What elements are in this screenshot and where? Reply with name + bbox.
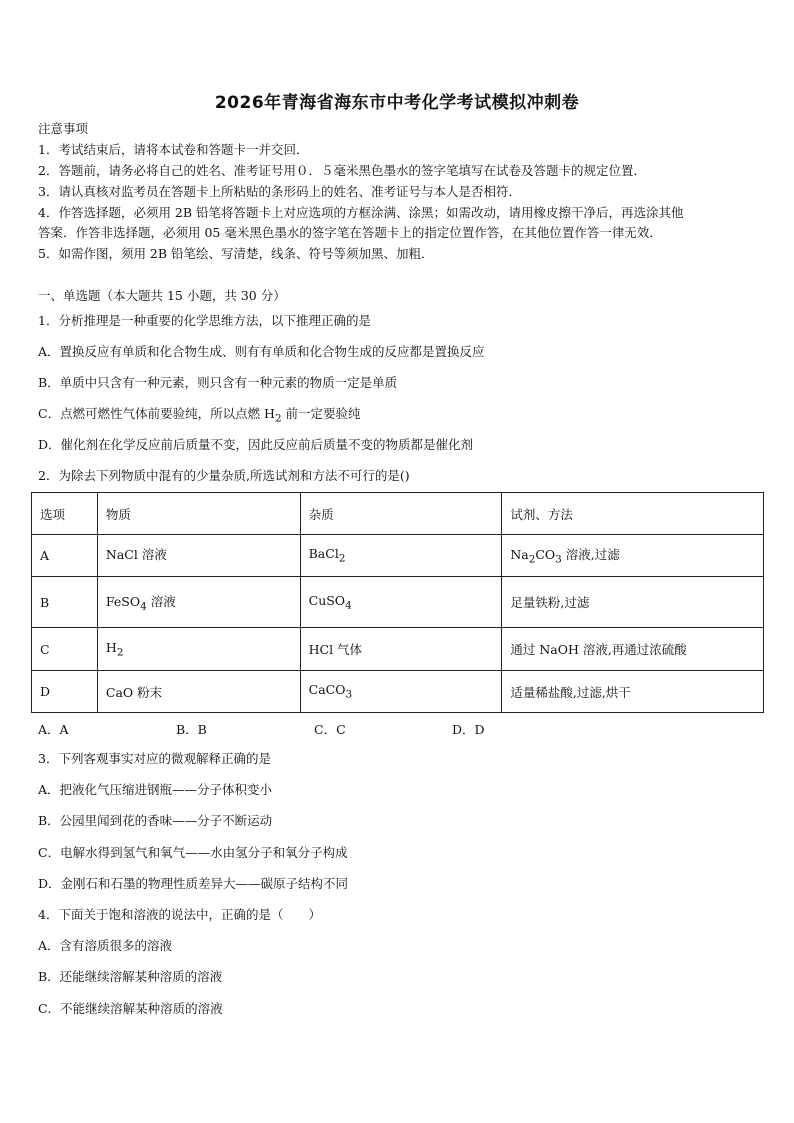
notice-item-1: 1．考试结束后，请将本试卷和答题卡一并交回． [38,142,309,157]
header-option: 选项 [32,493,98,535]
cell-reagent: 适量稀盐酸,过滤,烘干 [502,671,764,713]
notice-item-5: 5．如需作图，须用 2B 铅笔绘、写清楚，线条、符号等须加黑、加粗． [38,246,434,261]
q1-option-c-text: C．点燃可燃性气体前要验纯，所以点燃 H [38,406,275,421]
section-heading: 一、单选题（本大题共 15 小题，共 30 分） [38,288,286,303]
notice-item-4: 4．作答选择题，必须用 2B 铅笔将答题卡上对应选项的方框涂满、涂黑；如需改动，请用橡皮擦干净后，再选涂其他 [38,205,684,220]
cell-reagent: 足量铁粉,过滤 [502,577,764,628]
table-row [32,535,764,577]
q3-option-d: D．金刚石和石墨的物理性质差异大——碳原子结构不同 [38,876,349,891]
q4-option-c: C．不能继续溶解某种溶质的溶液 [38,1001,223,1016]
q1-option-b: B．单质中只含有一种元素，则只含有一种元素的物质一定是单质 [38,375,398,390]
header-substance: 物质 [97,493,300,535]
cell-substance: $H_2$ [97,628,300,671]
notice-item-2: 2．答题前，请务必将自己的姓名、准考证号用０．５毫米黑色墨水的签字笔填写在试卷及答题卡的规定位置． [38,163,646,178]
q2-stem: 2．为除去下列物质中混有的少量杂质,所选试剂和方法不可行的是() [38,468,410,483]
cell-option: B [32,577,98,628]
notice-item-3: 3．请认真核对监考员在答题卡上所粘贴的条形码上的姓名、准考证号与本人是否相符． [38,184,521,199]
q2-answer-b: B．B [176,722,207,737]
cell-impurity: BaCl$_2$ [300,535,502,577]
cell-option: D [32,671,98,713]
table-row [32,628,764,671]
notice-heading: 注意事项 [38,121,89,136]
q4-option-a: A．含有溶质很多的溶液 [38,938,173,953]
q4-option-b: B．还能继续溶解某种溶质的溶液 [38,969,223,984]
q1-option-a: A．置换反应有单质和化合物生成、则有有单质和化合物生成的反应都是置换反应 [38,344,485,359]
q3-option-a: A．把液化气压缩进钢瓶——分子体积变小 [38,782,273,797]
header-reagent: 试剂、方法 [502,493,764,535]
notice-item-4-cont: 答案．作答非选择题，必须用 05 毫米黑色墨水的签字笔在答题卡上的指定位置作答，在其他位置作答一律无效． [38,225,662,240]
header-impurity: 杂质 [300,493,502,535]
cell-substance: FeSO$_4$ 溶液 [97,577,300,628]
q1-stem: 1．分析推理是一种重要的化学思维方法，以下推理正确的是 [38,313,371,328]
cell-impurity: HCl 气体 [300,628,502,671]
cell-substance: NaCl 溶液 [97,535,300,577]
cell-impurity: CuSO$_4$ [300,577,502,628]
q2-answer-d: D．D [452,722,485,737]
table-row [32,577,764,628]
table-row [32,671,764,713]
cell-option: A [32,535,98,577]
q2-table [31,492,764,713]
cell-reagent: 通过 NaOH 溶液,再通过浓硫酸 [502,628,764,671]
q3-stem: 3．下列客观事实对应的微观解释正确的是 [38,751,271,766]
cell-substance: CaO 粉末 [97,671,300,713]
q2-answer-c: C．C [314,722,346,737]
q4-stem: 4．下面关于饱和溶液的说法中，正确的是（ ） [38,907,321,922]
q1-option-c-subscript: 2 [274,412,282,425]
q3-option-b: B．公园里闻到花的香味——分子不断运动 [38,813,273,828]
page-title: 2026年青海省海东市中考化学考试模拟冲刺卷 [214,93,580,113]
cell-reagent: $Na_2CO_3$ 溶液,过滤 [502,535,764,577]
q1-option-c-tail: 前一定要验纯 [281,406,361,421]
q1-option-c [38,406,361,427]
cell-impurity: CaCO$_3$ [300,671,502,713]
cell-option: C [32,628,98,671]
q2-answer-a: A．A [38,722,69,737]
q3-option-c: C．电解水得到氢气和氧气——水由氢分子和氧分子构成 [38,845,348,860]
q1-option-d: D．催化剂在化学反应前后质量不变，因此反应前后质量不变的物质都是催化剂 [38,437,474,452]
table-header-row [32,493,764,535]
